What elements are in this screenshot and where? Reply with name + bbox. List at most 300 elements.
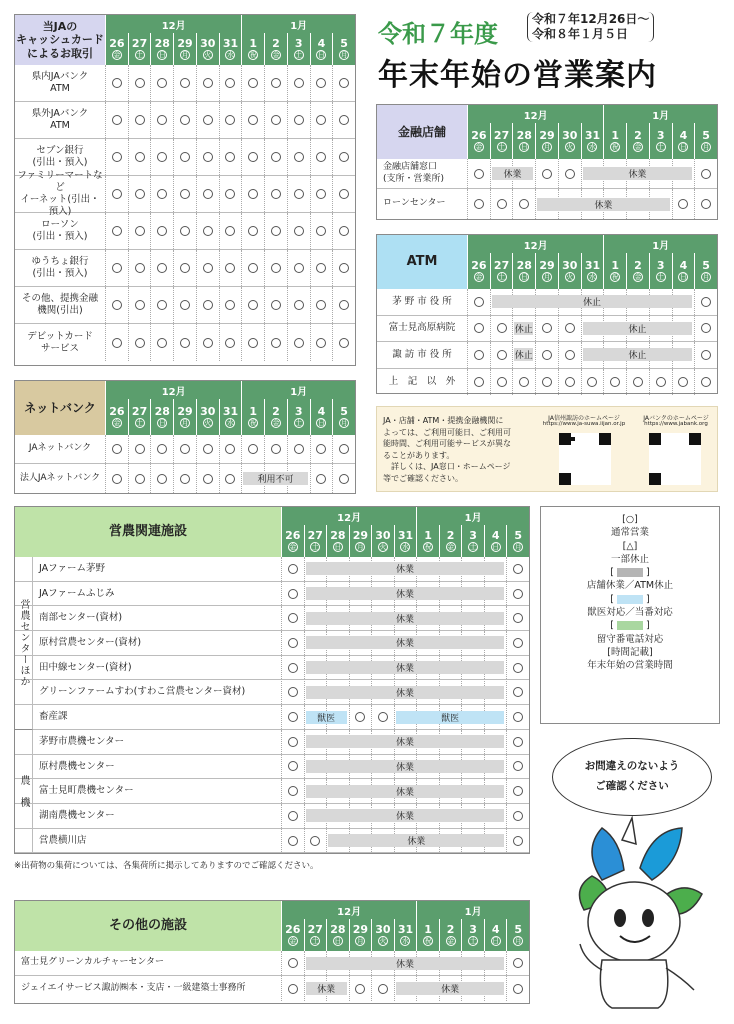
day-cell <box>150 102 173 138</box>
day-cell <box>173 139 196 175</box>
farm-row <box>15 705 529 730</box>
day-cell <box>535 159 558 188</box>
day-number: 3 <box>469 923 477 936</box>
day-1 <box>241 33 264 65</box>
day-cell <box>287 324 310 361</box>
day-weekday: 日 <box>492 936 500 945</box>
day-weekday: 日 <box>334 542 342 551</box>
day-4 <box>672 253 695 289</box>
open-mark <box>225 338 235 348</box>
open-mark <box>157 338 167 348</box>
day-cell <box>626 369 649 396</box>
day-cell <box>512 369 535 396</box>
day-cell <box>150 65 173 101</box>
day-weekday: 金 <box>475 272 483 281</box>
day-number: 28 <box>330 529 346 542</box>
day-number: 28 <box>516 129 532 142</box>
open-mark <box>288 613 298 623</box>
other-panel <box>14 900 530 1004</box>
day-weekday: 水 <box>588 272 596 281</box>
day-cell <box>281 829 304 853</box>
day-number: 29 <box>352 923 369 936</box>
open-mark <box>355 712 365 722</box>
day-27 <box>304 525 327 557</box>
day-number: 28 <box>154 37 170 50</box>
open-mark <box>339 152 349 162</box>
open-mark <box>248 226 258 236</box>
qr1-label: JA信州諏訪のホームページ <box>548 415 620 422</box>
open-mark <box>288 638 298 648</box>
day-number: 4 <box>317 37 326 50</box>
day-cell <box>128 250 151 286</box>
day-weekday: 土 <box>657 142 665 151</box>
open-mark <box>316 474 326 484</box>
net-row <box>15 464 355 493</box>
day-number: 1 <box>249 405 258 418</box>
day-3 <box>649 123 672 159</box>
legend-green-swatch <box>617 621 643 630</box>
day-cell <box>105 213 128 249</box>
net-header: ネットバンク <box>15 381 105 435</box>
day-cell <box>196 139 219 175</box>
closed-bar: 休止 <box>583 348 693 361</box>
day-cell <box>558 342 581 368</box>
day-cell <box>128 139 151 175</box>
day-cell <box>694 189 717 219</box>
closed-bar: 休業 <box>306 735 505 748</box>
farm-row-label: 原村営農センター(資材) <box>39 637 142 648</box>
day-number: 26 <box>285 529 301 542</box>
qr-module <box>657 441 661 445</box>
day-1 <box>416 525 439 557</box>
day-cell <box>332 324 355 361</box>
day-weekday: 月 <box>702 142 710 151</box>
open-mark <box>513 638 523 648</box>
open-mark <box>513 836 523 846</box>
day-number: 31 <box>584 259 601 272</box>
day-cell <box>332 139 355 175</box>
month-dec: 12月 <box>105 381 241 399</box>
day-cell <box>310 139 333 175</box>
open-mark <box>339 444 349 454</box>
day-weekday: 土 <box>136 418 144 427</box>
closed-bar: 休業 <box>306 661 505 674</box>
atm-row <box>377 316 717 343</box>
closed-bar: 休業 <box>583 167 693 180</box>
day-27 <box>128 399 151 435</box>
day-28 <box>326 525 349 557</box>
day-weekday: 祝 <box>424 542 432 551</box>
day-5 <box>332 33 355 65</box>
day-weekday: 土 <box>295 418 303 427</box>
open-mark <box>157 474 167 484</box>
day-weekday: 金 <box>447 542 455 551</box>
open-mark <box>316 115 326 125</box>
closed-bar: 休業 <box>306 982 347 995</box>
open-mark <box>180 152 190 162</box>
day-number: 2 <box>272 37 280 50</box>
day-cell <box>173 102 196 138</box>
open-mark <box>157 263 167 273</box>
open-mark <box>203 474 213 484</box>
month-jan: 1月 <box>416 507 529 525</box>
open-mark <box>288 564 298 574</box>
farm-row-label: グリーンファームすわ(すわこ営農センター資材) <box>39 686 246 698</box>
day-cell <box>241 250 264 286</box>
day-cell <box>241 435 264 463</box>
qr1-code[interactable] <box>559 433 611 485</box>
day-cell <box>173 213 196 249</box>
day-1 <box>603 253 626 289</box>
day-cell <box>310 464 333 493</box>
day-27 <box>304 919 327 951</box>
branch-row-label: ローンセンター <box>383 198 446 209</box>
day-weekday: 祝 <box>611 272 619 281</box>
open-mark <box>474 199 484 209</box>
day-cell <box>219 139 242 175</box>
open-mark <box>271 300 281 310</box>
open-mark <box>203 300 213 310</box>
day-weekday: 土 <box>469 542 477 551</box>
day-cell <box>219 287 242 323</box>
open-mark <box>294 189 304 199</box>
open-mark <box>565 377 575 387</box>
day-cell <box>506 681 529 705</box>
open-mark <box>271 78 281 88</box>
open-mark <box>497 323 507 333</box>
day-number: 31 <box>222 405 239 418</box>
day-cell <box>310 176 333 212</box>
day-27 <box>490 123 513 159</box>
open-mark <box>294 226 304 236</box>
day-cell <box>467 289 490 315</box>
day-number: 1 <box>249 37 258 50</box>
day-weekday: 祝 <box>249 50 257 59</box>
cash-row <box>15 324 355 361</box>
open-mark <box>112 152 122 162</box>
net-row-label: 法人JAネットバンク <box>19 472 101 483</box>
open-mark <box>701 350 711 360</box>
day-weekday: 金 <box>289 542 297 551</box>
atm-row-label: 富士見高原病院 <box>388 322 456 334</box>
day-26 <box>281 525 304 557</box>
open-mark <box>513 589 523 599</box>
day-cell <box>467 369 490 396</box>
open-mark <box>316 189 326 199</box>
day-number: 28 <box>330 923 346 936</box>
open-mark <box>678 377 688 387</box>
day-cell <box>287 287 310 323</box>
open-mark <box>157 226 167 236</box>
day-cell <box>105 464 128 493</box>
day-number: 27 <box>131 37 148 50</box>
open-mark <box>288 811 298 821</box>
day-cell <box>241 102 264 138</box>
title-year: 令和７年度 <box>378 20 498 48</box>
open-mark <box>157 115 167 125</box>
open-mark <box>180 474 190 484</box>
open-mark <box>225 263 235 273</box>
day-weekday: 土 <box>295 50 303 59</box>
farm-row <box>15 755 529 780</box>
day-cell <box>506 705 529 729</box>
day-cell <box>264 102 287 138</box>
day-30 <box>371 919 394 951</box>
open-mark <box>497 199 507 209</box>
open-mark <box>180 115 190 125</box>
day-number: 30 <box>375 923 391 936</box>
day-cell <box>490 316 513 342</box>
day-cell <box>332 213 355 249</box>
day-cell <box>196 102 219 138</box>
day-number: 2 <box>634 129 642 142</box>
day-cell <box>349 976 372 1001</box>
day-weekday: 金 <box>113 418 121 427</box>
day-cell <box>264 287 287 323</box>
day-cell <box>535 369 558 396</box>
day-number: 26 <box>285 923 301 936</box>
day-cell <box>150 435 173 463</box>
day-number: 29 <box>177 405 193 418</box>
day-cell <box>310 213 333 249</box>
day-cell <box>558 369 581 396</box>
open-mark <box>339 263 349 273</box>
day-weekday: 金 <box>113 50 121 59</box>
open-mark <box>339 189 349 199</box>
cash-row <box>15 170 355 217</box>
day-4 <box>310 399 333 435</box>
open-mark <box>180 263 190 273</box>
open-mark <box>316 444 326 454</box>
day-5 <box>694 253 717 289</box>
closed-bar: 休業 <box>306 612 505 625</box>
day-cell <box>694 369 717 396</box>
day-number: 1 <box>424 529 432 542</box>
vet-bar: 獣医 <box>396 711 505 724</box>
net-row-label: JAネットバンク <box>28 443 92 454</box>
open-mark <box>135 300 145 310</box>
open-mark <box>316 152 326 162</box>
day-cell <box>332 287 355 323</box>
open-mark <box>497 377 507 387</box>
open-mark <box>513 761 523 771</box>
open-mark <box>271 338 281 348</box>
open-mark <box>355 984 365 994</box>
open-mark <box>112 226 122 236</box>
farm-row <box>15 582 529 607</box>
branch-row <box>377 159 717 189</box>
day-number: 1 <box>611 259 620 272</box>
open-mark <box>513 786 523 796</box>
open-mark <box>474 323 484 333</box>
open-mark <box>271 115 281 125</box>
cash-row-label: ゆうちょ銀行 (引出・預入) <box>31 256 89 279</box>
cash-row <box>15 213 355 250</box>
open-mark <box>294 300 304 310</box>
title-main: 年末年始の営業案内 <box>378 58 657 93</box>
day-31 <box>394 525 417 557</box>
month-dec: 12月 <box>281 901 416 919</box>
open-mark <box>248 338 258 348</box>
day-cell <box>196 65 219 101</box>
day-cell <box>173 176 196 212</box>
open-mark <box>513 958 523 968</box>
day-cell <box>649 369 672 396</box>
open-mark <box>519 199 529 209</box>
day-cell <box>506 656 529 680</box>
open-mark <box>225 474 235 484</box>
day-cell <box>128 464 151 493</box>
month-dec: 12月 <box>105 15 241 33</box>
day-2 <box>264 33 287 65</box>
day-cell <box>558 159 581 188</box>
open-mark <box>112 338 122 348</box>
month-dec: 12月 <box>467 105 603 123</box>
day-cell <box>467 189 490 219</box>
open-mark <box>112 115 122 125</box>
day-weekday: 水 <box>401 542 409 551</box>
closed-bar: 休業 <box>492 167 533 180</box>
day-28 <box>326 919 349 951</box>
qr-module <box>697 441 701 445</box>
open-mark <box>513 737 523 747</box>
open-mark <box>203 444 213 454</box>
day-29 <box>173 33 196 65</box>
day-cell <box>281 557 304 581</box>
farm-row-label: JAファームふじみ <box>39 587 115 599</box>
day-number: 5 <box>514 529 523 542</box>
day-number: 3 <box>656 259 665 272</box>
day-weekday: 日 <box>334 936 342 945</box>
open-mark <box>701 169 711 179</box>
day-cell <box>310 287 333 323</box>
closed-bar: 休業 <box>306 562 505 575</box>
open-mark <box>135 444 145 454</box>
day-weekday: 土 <box>311 936 319 945</box>
vet-bar: 獣医 <box>306 711 347 724</box>
open-mark <box>225 115 235 125</box>
open-mark <box>513 613 523 623</box>
day-number: 4 <box>491 923 500 936</box>
day-weekday: 日 <box>520 142 528 151</box>
open-mark <box>248 115 258 125</box>
open-mark <box>701 199 711 209</box>
open-mark <box>587 377 597 387</box>
qr2-url: https://www.jabank.org <box>644 421 708 427</box>
day-number: 31 <box>397 923 414 936</box>
day-cell <box>196 250 219 286</box>
open-mark <box>225 189 235 199</box>
open-mark <box>294 115 304 125</box>
day-weekday: 火 <box>204 50 212 59</box>
farm-row-label: 畜産課 <box>39 711 68 723</box>
day-2 <box>439 525 462 557</box>
open-mark <box>288 761 298 771</box>
day-cell <box>281 582 304 606</box>
day-cell <box>196 464 219 493</box>
day-weekday: 金 <box>475 142 483 151</box>
open-mark <box>203 189 213 199</box>
day-cell <box>241 287 264 323</box>
closed-bar: 休業 <box>306 957 505 970</box>
day-cell <box>558 316 581 342</box>
day-weekday: 月 <box>356 936 364 945</box>
legend-gray-swatch <box>617 568 643 577</box>
qr-module <box>607 441 611 445</box>
open-mark <box>271 444 281 454</box>
day-number: 5 <box>514 923 523 936</box>
open-mark <box>519 377 529 387</box>
day-cell <box>332 65 355 101</box>
day-number: 31 <box>222 37 239 50</box>
day-27 <box>128 33 151 65</box>
day-cell <box>281 804 304 828</box>
month-jan: 1月 <box>603 105 717 123</box>
day-cell <box>506 829 529 853</box>
day-cell <box>310 102 333 138</box>
day-weekday: 祝 <box>249 418 257 427</box>
day-weekday: 月 <box>702 272 710 281</box>
day-cell <box>105 324 128 361</box>
day-29 <box>535 253 558 289</box>
day-weekday: 月 <box>514 936 522 945</box>
open-mark <box>135 226 145 236</box>
day-2 <box>626 253 649 289</box>
day-weekday: 月 <box>543 272 551 281</box>
day-cell <box>219 250 242 286</box>
qr-module <box>657 481 661 485</box>
title-period: 令和７年12月26日～ 令和８年１月５日 <box>527 12 654 42</box>
day-cell <box>287 435 310 463</box>
farm-footnote: ※出荷物の集荷については、各集荷所に掲示してありますのでご確認ください。 <box>14 861 319 871</box>
qr2-code[interactable] <box>649 433 701 485</box>
open-mark <box>248 300 258 310</box>
day-cell <box>150 287 173 323</box>
day-3 <box>461 919 484 951</box>
day-number: 2 <box>446 923 455 936</box>
day-4 <box>672 123 695 159</box>
day-number: 2 <box>634 259 642 272</box>
section-label-machinery: 農 機 <box>15 730 33 854</box>
open-mark <box>112 189 122 199</box>
day-cell <box>264 65 287 101</box>
month-jan: 1月 <box>241 15 355 33</box>
day-number: 3 <box>656 129 665 142</box>
day-cell <box>150 324 173 361</box>
open-mark <box>339 78 349 88</box>
day-cell <box>219 65 242 101</box>
day-number: 5 <box>702 129 710 142</box>
day-cell <box>219 435 242 463</box>
day-3 <box>461 525 484 557</box>
farm-row <box>15 730 529 755</box>
day-cell <box>287 176 310 212</box>
cash-row-label: 県外JAバンク ATM <box>31 108 89 131</box>
open-mark <box>701 377 711 387</box>
day-cell <box>512 189 535 219</box>
day-number: 26 <box>109 37 125 50</box>
month-jan: 1月 <box>416 901 529 919</box>
open-mark <box>339 338 349 348</box>
cash-row-label: 県内JAバンク ATM <box>31 71 89 94</box>
day-number: 2 <box>272 405 280 418</box>
cash-row <box>15 102 355 139</box>
atm-row-label: 茅 野 市 役 所 <box>392 295 452 307</box>
day-2 <box>264 399 287 435</box>
day-weekday: 日 <box>317 418 325 427</box>
day-cell <box>150 176 173 212</box>
day-cell <box>694 159 717 188</box>
